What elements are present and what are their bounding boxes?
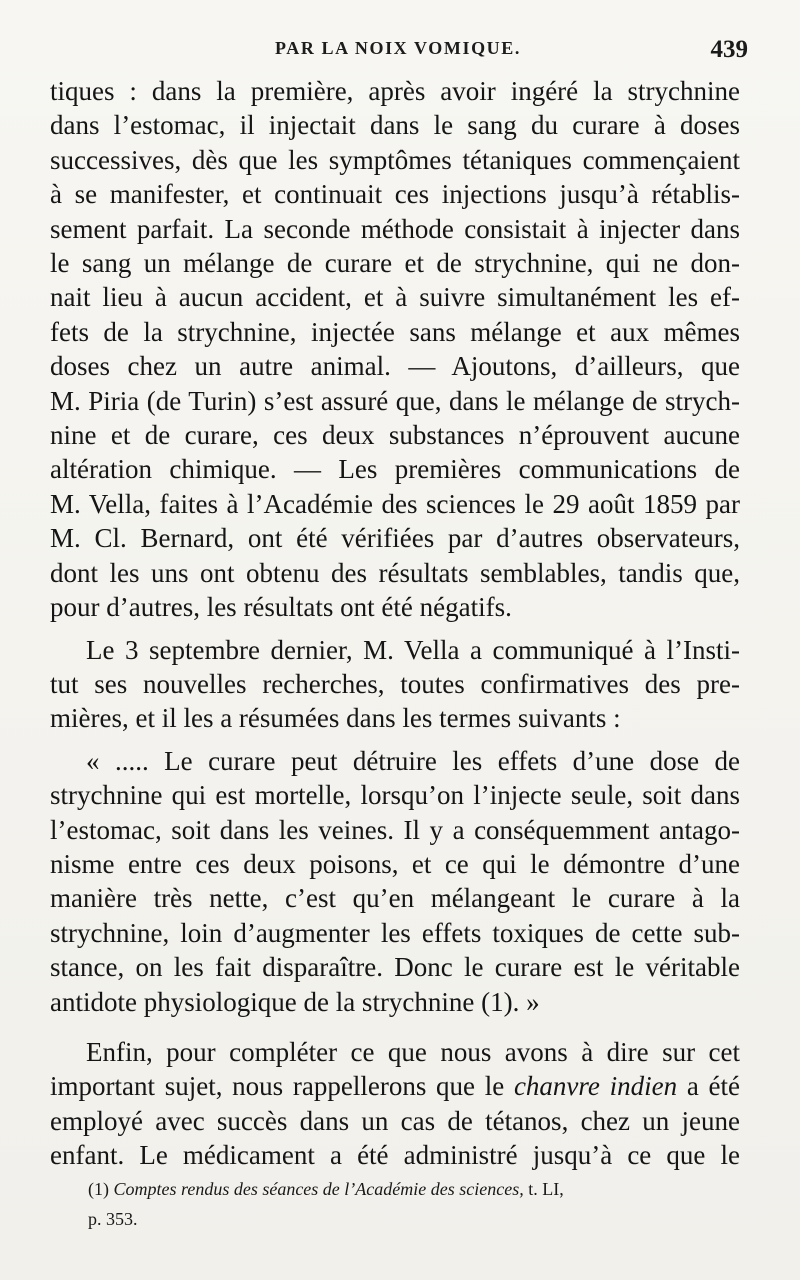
paragraph-gap xyxy=(50,625,740,633)
quotation xyxy=(50,744,740,1019)
text-line: Enfin, pour compléter ce que nous avons à dire sur cet xyxy=(86,1036,740,1067)
footnote-marker: (1) xyxy=(88,1179,109,1199)
text-line: dans l’estomac, il injectait dans le sang du curare à doses xyxy=(50,110,740,141)
text-line: successives, dès que les symptômes tétaniques commençaient xyxy=(50,144,740,175)
text-line: M. Piria (de Turin) s’est assuré que, dans le mélange de strych- xyxy=(50,385,740,416)
text-line: pour d’autres, les résultats ont été négatifs. xyxy=(50,592,512,623)
footnote-line xyxy=(88,1174,748,1204)
text-line: dont les uns ont obtenu des résultats semblables, tandis que, xyxy=(50,557,740,588)
main-text xyxy=(50,74,740,1173)
text-line: mières, et il les a résumées dans les termes suivants : xyxy=(50,703,621,734)
paragraph-gap xyxy=(50,736,740,744)
text-line: l’estomac, soit dans les veines. Il y a conséquemment antago- xyxy=(50,814,740,845)
text-line: tiques : dans la première, après avoir ingéré la strychnine xyxy=(50,76,740,106)
italic-phrase: chanvre indien xyxy=(513,1071,678,1102)
paragraph-1 xyxy=(50,74,740,625)
text-fragment: important sujet, nous rappellerons que le xyxy=(50,1071,514,1102)
text-line: à se manifester, et continuait ces injections jusqu’à rétablis- xyxy=(50,179,740,210)
footnote xyxy=(88,1174,748,1234)
page-number: 439 xyxy=(710,36,748,63)
paragraph-3 xyxy=(50,1035,740,1173)
text-line: strychnine, loin d’augmenter les effets toxiques de cette sub- xyxy=(50,917,740,948)
text-line: antidote physiologique de la strychnine (1). » xyxy=(50,986,540,1017)
text-line: Le 3 septembre dernier, M. Vella a communiqué à l’Insti- xyxy=(86,634,740,665)
text-line: fets de la strychnine, injectée sans mélange et aux mêmes xyxy=(50,316,740,347)
text-line: M. Vella, faites à l’Académie des sciences le 29 août 1859 par xyxy=(50,488,740,519)
text-line: doses chez un autre animal. — Ajoutons, d’ailleurs, que xyxy=(50,351,740,382)
paragraph-gap xyxy=(50,1019,740,1035)
text-line: nisme entre ces deux poisons, et ce qui le démontre d’une xyxy=(50,848,740,879)
text-line: tut ses nouvelles recherches, toutes confirmatives des pre- xyxy=(50,668,740,699)
footnote-line: p. 353. xyxy=(88,1209,138,1229)
text-line: « ..... Le curare peut détruire les effets d’une dose de xyxy=(86,745,740,776)
text-line: M. Cl. Bernard, ont été vérifiées par d’autres observateurs, xyxy=(50,523,740,554)
page-header xyxy=(48,36,748,70)
text-line: strychnine qui est mortelle, lorsqu’on l’injecte seule, soit dans xyxy=(50,780,740,811)
text-line: stance, on les fait disparaître. Donc le curare est le véritable xyxy=(50,952,740,983)
text-fragment: a été xyxy=(677,1071,740,1102)
text-line: nine et de curare, ces deux substances n’éprouvent aucune xyxy=(50,420,740,451)
text-line: sement parfait. La seconde méthode consistait à injecter dans xyxy=(50,213,740,244)
running-title: PAR LA NOIX VOMIQUE. xyxy=(275,38,521,58)
text-line-with-italic xyxy=(50,1069,740,1103)
text-line: nait lieu à aucun accident, et à suivre simultanément les ef- xyxy=(50,282,740,313)
text-line: manière très nette, c’est qu’en mélangeant le curare à la xyxy=(50,883,740,914)
text-line: employé avec succès dans un cas de tétanos, chez un jeune xyxy=(50,1105,740,1136)
paragraph-2 xyxy=(50,633,740,736)
text-line: altération chimique. — Les premières communications de xyxy=(50,454,740,485)
text-line: le sang un mélange de curare et de strychnine, qui ne don- xyxy=(50,248,740,279)
footnote-citation: Comptes rendus des séances de l’Académie des sciences, xyxy=(113,1179,524,1199)
text-line: enfant. Le médicament a été administré jusqu’à ce que le xyxy=(50,1140,740,1171)
footnote-volume: t. LI, xyxy=(528,1179,564,1199)
